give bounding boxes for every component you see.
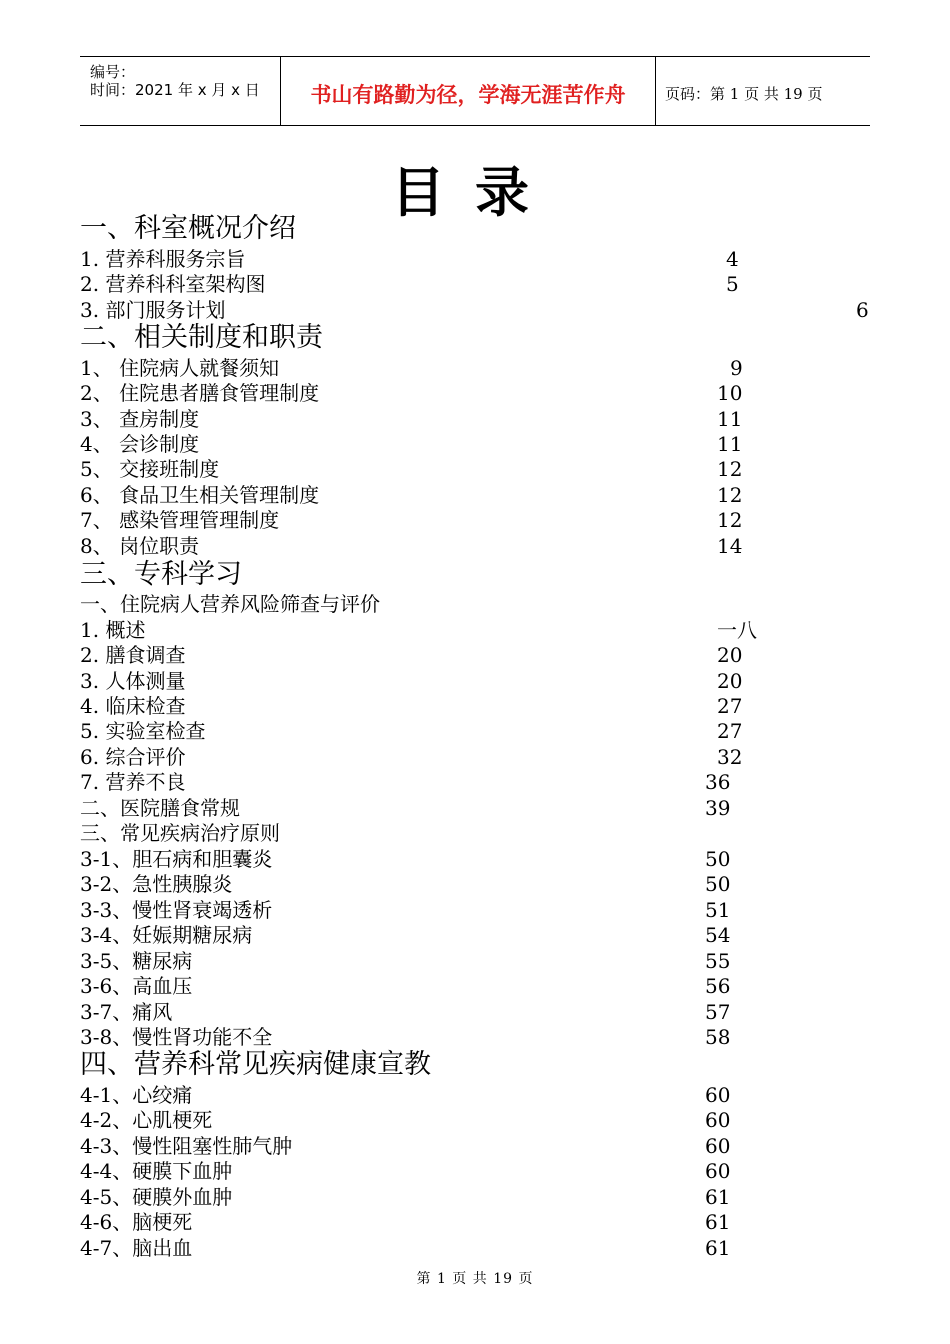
toc-page-number: 10 [717, 381, 743, 405]
toc-page-number: 6 [856, 298, 869, 322]
toc-entry: 2、 住院患者膳食管理制度 [80, 381, 320, 405]
toc-page-number: 12 [717, 483, 743, 507]
toc-page-number: 39 [705, 796, 731, 820]
toc-page-number: 36 [705, 770, 731, 794]
toc-page-number: 4 [726, 247, 739, 271]
toc-entry: 1、 住院病人就餐须知 [80, 356, 280, 380]
toc-page-number: 55 [705, 949, 731, 973]
toc-page-number: 20 [717, 643, 743, 667]
toc-page-number: 50 [705, 847, 731, 871]
toc-entry: 3-3、慢性肾衰竭透析 [80, 898, 273, 922]
toc-page-number: 32 [717, 745, 743, 769]
toc-page-number: 61 [705, 1185, 731, 1209]
toc-section-heading: 四、营养科常见疾病健康宣教 [80, 1049, 431, 1080]
toc-page-number: 60 [705, 1083, 731, 1107]
toc-entry: 3-1、胆石病和胆囊炎 [80, 847, 273, 871]
toc-page-number: 50 [705, 872, 731, 896]
toc-page-number: 12 [717, 508, 743, 532]
toc-subheading: 一、住院病人营养风险筛查与评价 [80, 592, 380, 616]
toc-entry: 3. 部门服务计划 [80, 298, 226, 322]
toc-page-number: 54 [705, 923, 731, 947]
header-left-cell [80, 57, 280, 125]
toc-section-heading: 一、科室概况介绍 [80, 213, 296, 244]
toc-page-number: 56 [705, 974, 731, 998]
header-page-info: 页码：第 1 页 共 19 页 [665, 85, 823, 103]
toc-entry: 3-7、痛风 [80, 1000, 173, 1024]
header-center-cell [280, 57, 656, 125]
toc-page-number: 58 [705, 1025, 731, 1049]
document-number-label: 编号： [90, 63, 136, 81]
toc-entry: 1. 概述 [80, 618, 146, 642]
page-title: 目录 [391, 161, 559, 224]
toc-page-number: 57 [705, 1000, 731, 1024]
header-right-cell [655, 57, 870, 125]
toc-page-number: 60 [705, 1108, 731, 1132]
toc-entry: 3-4、妊娠期糖尿病 [80, 923, 253, 947]
toc-entry: 6. 综合评价 [80, 745, 186, 769]
toc-entry: 4-3、慢性阻塞性肺气肿 [80, 1134, 293, 1158]
toc-page-number: 9 [730, 356, 743, 380]
toc-section-heading: 二、相关制度和职责 [80, 322, 323, 353]
toc-entry: 4、 会诊制度 [80, 432, 200, 456]
toc-page-number: 51 [705, 898, 731, 922]
toc-entry: 4-7、脑出血 [80, 1236, 193, 1260]
toc-entry: 8、 岗位职责 [80, 534, 200, 558]
toc-entry: 3-5、糖尿病 [80, 949, 193, 973]
toc-page-number: 27 [717, 694, 743, 718]
toc-entry: 3-6、高血压 [80, 974, 193, 998]
document-time-label: 时间：2021 年 x 月 x 日 [90, 81, 260, 99]
toc-page-number: 61 [705, 1236, 731, 1260]
toc-entry: 4-1、心绞痛 [80, 1083, 193, 1107]
toc-entry: 7. 营养不良 [80, 770, 186, 794]
toc-page-number: 11 [717, 407, 743, 431]
toc-page-number: 27 [717, 719, 743, 743]
toc-entry: 2. 膳食调查 [80, 643, 186, 667]
toc-entry: 4-5、硬膜外血肿 [80, 1185, 233, 1209]
toc-entry: 5、 交接班制度 [80, 457, 220, 481]
toc-page-number: 14 [717, 534, 743, 558]
toc-entry: 4-4、硬膜下血肿 [80, 1159, 233, 1183]
toc-page-number: 60 [705, 1134, 731, 1158]
toc-section-heading: 三、专科学习 [80, 559, 242, 590]
toc-entry: 3-2、急性胰腺炎 [80, 872, 233, 896]
toc-subheading: 三、常见疾病治疗原则 [80, 821, 280, 845]
toc-entry: 3-8、慢性肾功能不全 [80, 1025, 273, 1049]
toc-entry: 5. 实验室检查 [80, 719, 206, 743]
toc-entry: 2. 营养科科室架构图 [80, 272, 266, 296]
toc-page-number: 61 [705, 1210, 731, 1234]
toc-page-number: 20 [717, 669, 743, 693]
toc-page-number: 5 [726, 272, 739, 296]
toc-entry: 二、医院膳食常规 [80, 796, 240, 820]
toc-page-number: 11 [717, 432, 743, 456]
toc-entry: 4. 临床检查 [80, 694, 186, 718]
toc-entry: 4-2、心肌梗死 [80, 1108, 213, 1132]
toc-entry: 7、 感染管理管理制度 [80, 508, 280, 532]
toc-entry: 3. 人体测量 [80, 669, 186, 693]
toc-entry: 6、 食品卫生相关管理制度 [80, 483, 320, 507]
header-motto: 书山有路勤为径，学海无涯苦作舟 [310, 82, 626, 107]
toc-entry: 3、 查房制度 [80, 407, 200, 431]
toc-page-number: 60 [705, 1159, 731, 1183]
toc-page-number: 一八 [717, 618, 757, 642]
page-header [80, 56, 870, 126]
page-footer: 第 1 页 共 19 页 [416, 1271, 534, 1287]
toc-page-number: 12 [717, 457, 743, 481]
toc-entry: 1. 营养科服务宗旨 [80, 247, 246, 271]
toc-entry: 4-6、脑梗死 [80, 1210, 193, 1234]
